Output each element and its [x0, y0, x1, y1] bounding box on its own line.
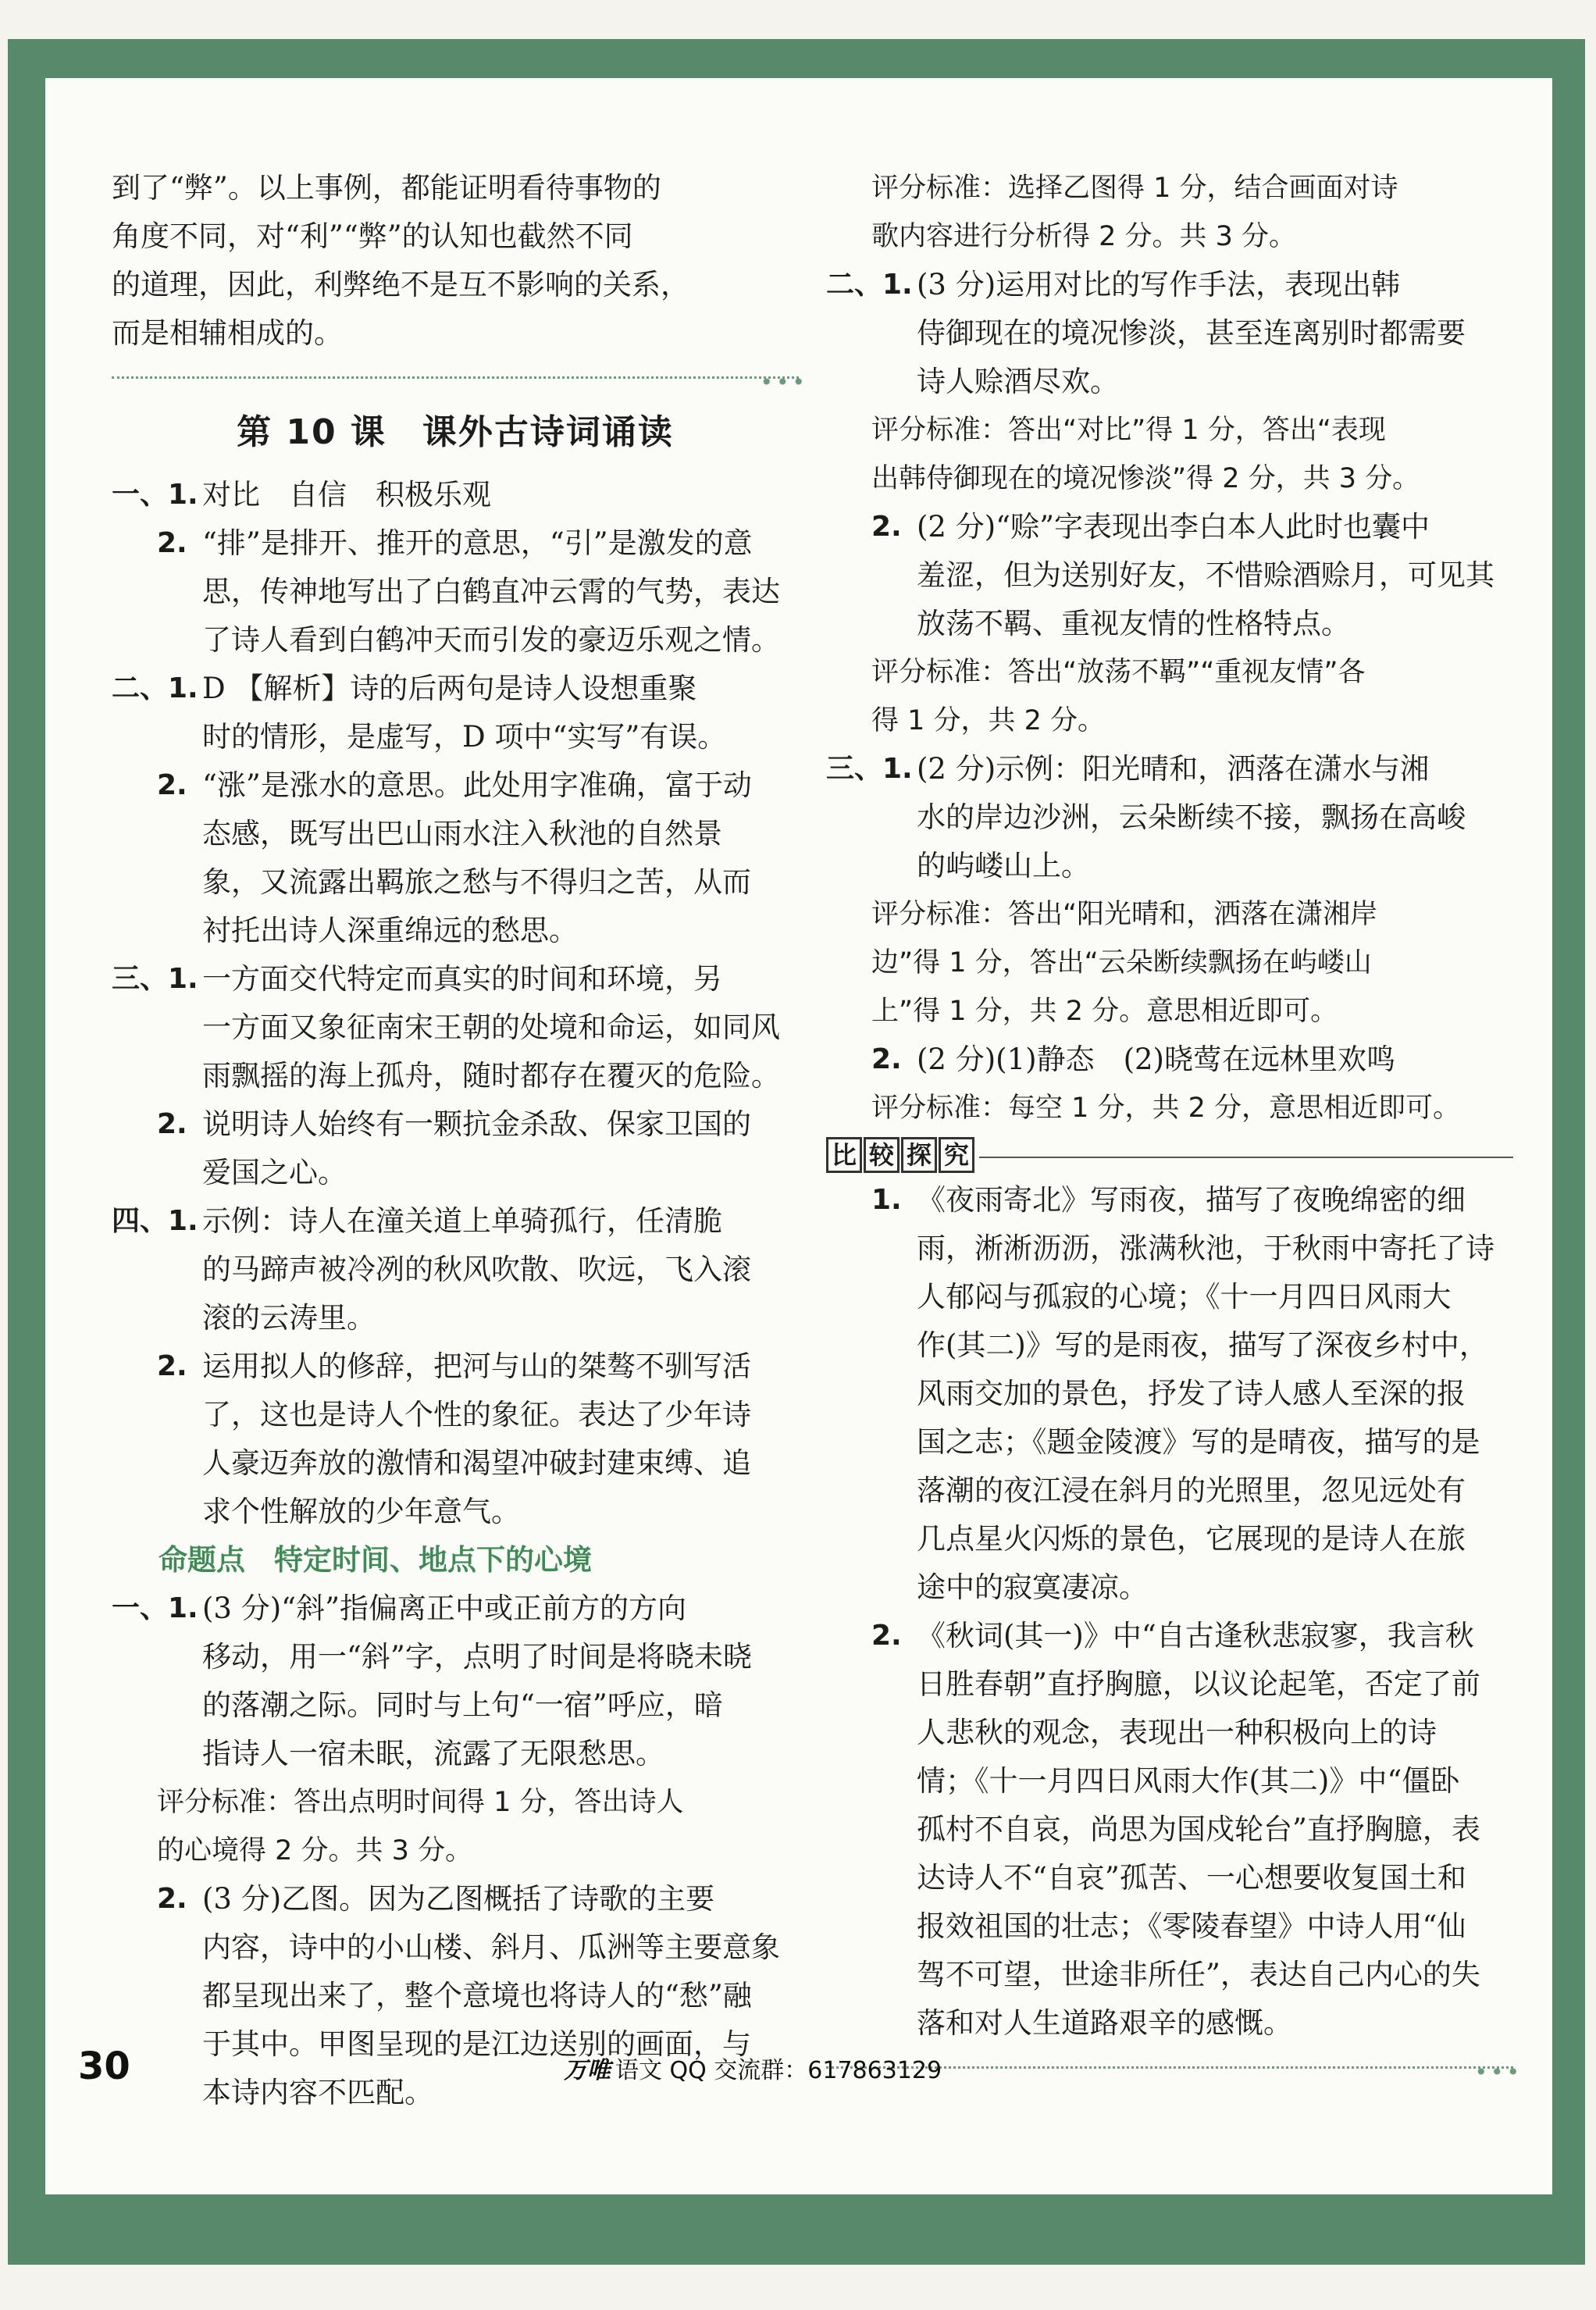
scoring-criteria	[826, 890, 1513, 1036]
page-number: 30	[78, 2044, 130, 2088]
section-divider: •••	[826, 2066, 1513, 2070]
text-line: 衬托出诗人深重绵远的愁思。	[202, 914, 578, 947]
item-body	[202, 665, 799, 761]
item-number: 2.	[157, 1883, 187, 1915]
item-body	[202, 1342, 799, 1536]
text-line: 评分标准：选择乙图得 1 分，结合画面对诗	[871, 173, 1398, 204]
text-line: 人郁闷与孤寂的心境；《十一月四日风雨大	[917, 1280, 1452, 1314]
answer-item	[112, 1197, 799, 1342]
item-body	[917, 1036, 1513, 1084]
text-line: 风雨交加的景色，抒发了诗人感人至深的报	[917, 1377, 1466, 1410]
text-line: 人悲秋的观念，表现出一种积极向上的诗	[917, 1716, 1437, 1749]
text-line: 水的岸边沙洲，云朵断续不接，飘扬在高峻	[917, 800, 1466, 834]
topic-heading: 命题点 特定时间、地点下的心境	[159, 1543, 592, 1577]
text-line: 出韩侍御现在的境况惨淡”得 2 分，共 3 分。	[871, 463, 1420, 494]
item-number: 2.	[871, 511, 902, 543]
text-line: (3 分)乙图。因为乙图概括了诗歌的主要	[202, 1882, 715, 1916]
item-body	[202, 519, 799, 665]
text-line: 日胜春朝”直抒胸臆，以议论起笔，否定了前	[917, 1667, 1480, 1701]
text-line: (2 分)“赊”字表现出李白本人此时也囊中	[917, 510, 1430, 544]
answer-item	[112, 1100, 799, 1197]
text-line: 放荡不羁、重视友情的性格特点。	[917, 607, 1350, 640]
text-line: “排”是排开、推开的意思，“引”是激发的意	[202, 526, 753, 560]
answer-item	[112, 1342, 799, 1536]
answer-item	[826, 1176, 1513, 1612]
text-line: 的心境得 2 分。共 3 分。	[157, 1835, 473, 1866]
answer-list-lesson	[112, 471, 799, 1536]
heading-rule	[979, 1157, 1513, 1158]
answer-item	[826, 261, 1513, 406]
text-line: 评分标准：答出“阳光晴和，洒落在潇湘岸	[871, 899, 1378, 930]
answer-item	[112, 519, 799, 665]
text-line: 落和对人生道路艰辛的感慨。	[917, 2006, 1292, 2040]
scoring-criteria	[826, 1084, 1513, 1132]
text-line: 《夜雨寄北》写雨夜，描写了夜晚绵密的细	[917, 1183, 1466, 1217]
item-number: 2.	[157, 527, 187, 559]
text-line: 国之志；《题金陵渡》写的是晴夜，描写的是	[917, 1425, 1480, 1459]
answer-item	[826, 503, 1513, 648]
text-line: 一方面又象征南宋王朝的处境和命运，如同风	[202, 1011, 780, 1044]
item-number: 1.	[871, 1184, 902, 1216]
item-body	[917, 745, 1513, 890]
text-line: “涨”是涨水的意思。此处用字准确，富于动	[202, 768, 752, 802]
text-line: 本诗内容不匹配。	[202, 2076, 433, 2109]
text-line: 爱国之心。	[202, 1156, 347, 1189]
text-line: 移动，用一“斜”字，点明了时间是将晓未晓	[202, 1640, 752, 1674]
text-line: 的屿嵝山上。	[917, 849, 1090, 882]
text-line: D 【解析】诗的后两句是诗人设想重聚	[202, 672, 697, 705]
text-line: 滚的云涛里。	[202, 1301, 376, 1335]
text-line: (2 分)(1)静态 (2)晓莺在远林里欢鸣	[917, 1043, 1395, 1076]
text-line: (3 分)“斜”指偏离正中或正前方的方向	[202, 1592, 687, 1625]
compare-label-char: 比	[826, 1137, 862, 1173]
item-body	[917, 1176, 1513, 1612]
text-line: 评分标准：答出“对比”得 1 分，答出“表现	[871, 415, 1386, 446]
scoring-criteria	[826, 406, 1513, 503]
answer-list-compare	[826, 1176, 1513, 2048]
item-number: 一、1.	[112, 479, 198, 511]
item-number: 2.	[871, 1620, 902, 1652]
text-line: 说明诗人始终有一颗抗金杀敌、保家卫国的	[202, 1107, 751, 1141]
text-line: 驾不可望，世途非所任”，表达自己内心的失	[917, 1958, 1480, 1991]
item-number: 2.	[157, 1108, 187, 1140]
left-column	[112, 164, 808, 2117]
text-line: 落潮的夜江浸在斜月的光照里，忽见远处有	[917, 1474, 1466, 1507]
scoring-criteria	[112, 1778, 799, 1875]
text-line: 的道理，因此，利弊绝不是互不影响的关系，	[112, 268, 689, 301]
text-line: 《秋词(其一)》中“自古逢秋悲寂寥，我言秋	[917, 1619, 1474, 1652]
item-body	[917, 503, 1513, 648]
text-line: 途中的寂寞凄凉。	[917, 1570, 1148, 1604]
answer-item	[112, 1585, 799, 1778]
text-line: 一方面交代特定而真实的时间和环境，另	[202, 962, 722, 996]
text-line: 边”得 1 分，答出“云朵断续飘扬在屿嵝山	[871, 947, 1372, 979]
text-line: 孤村不自哀，尚思为国戍轮台”直抒胸臆，表	[917, 1813, 1480, 1846]
text-line: 作(其二)》写的是雨夜，描写了深夜乡村中，	[917, 1328, 1488, 1362]
right-column	[826, 164, 1523, 2094]
text-line: 角度不同，对“利”“弊”的认知也截然不同	[112, 219, 633, 253]
text-line: 象，又流露出羁旅之愁与不得归之苦，从而	[202, 865, 751, 899]
intro-paragraph	[112, 164, 799, 358]
text-line: 几点星火闪烁的景色，它展现的是诗人在旅	[917, 1522, 1466, 1556]
text-line: 时的情形，是虚写，D 项中“实写”有误。	[202, 720, 727, 754]
item-number: 三、1.	[112, 963, 198, 995]
text-line: 对比 自信 积极乐观	[202, 478, 491, 512]
compare-label-char: 较	[864, 1137, 900, 1173]
text-line: 人豪迈奔放的激情和渴望冲破封建束缚、追	[202, 1446, 751, 1480]
brand-logo: 万唯	[564, 2057, 611, 2084]
compare-explore-heading	[826, 1137, 1513, 1173]
text-line: 内容，诗中的小山楼、斜月、瓜洲等主要意象	[202, 1930, 780, 1964]
item-number: 二、1.	[826, 269, 913, 301]
text-line: 求个性解放的少年意气。	[202, 1495, 520, 1528]
answer-list-topic	[112, 1585, 799, 2117]
compare-label-char: 探	[901, 1137, 937, 1173]
text-line: 了诗人看到白鹤冲天而引发的豪迈乐观之情。	[202, 623, 780, 657]
scoring-criteria	[826, 648, 1513, 745]
text-line: 歌内容进行分析得 2 分。共 3 分。	[871, 221, 1297, 252]
item-number: 2.	[157, 1350, 187, 1382]
text-line: (3 分)运用对比的写作手法，表现出韩	[917, 268, 1401, 301]
answer-item	[112, 665, 799, 761]
item-body	[202, 1197, 799, 1342]
item-number: 四、1.	[112, 1205, 198, 1237]
lesson-title: 第 10 课 课外古诗词诵读	[237, 412, 674, 452]
scoring-criteria	[826, 164, 1513, 261]
text-line: 指诗人一宿未眠，流露了无限愁思。	[202, 1737, 664, 1770]
item-number: 2.	[157, 769, 187, 801]
text-line: 了，这也是诗人个性的象征。表达了少年诗	[202, 1398, 751, 1431]
text-line: 雨，淅淅沥沥，涨满秋池，于秋雨中寄托了诗	[917, 1232, 1494, 1265]
text-line: (2 分)示例：阳光晴和，洒落在潇水与湘	[917, 752, 1430, 786]
text-line: 情；《十一月四日风雨大作(其二)》中“僵卧	[917, 1764, 1460, 1798]
text-line: 评分标准：答出点明时间得 1 分，答出诗人	[157, 1787, 684, 1818]
text-line: 得 1 分，共 2 分。	[871, 705, 1106, 736]
text-line: 于其中。甲图呈现的是江边送别的画面，与	[202, 2027, 751, 2061]
item-body	[202, 761, 799, 955]
text-line: 运用拟人的修辞，把河与山的桀骜不驯写活	[202, 1349, 751, 1383]
text-line: 思，传神地写出了白鹤直冲云霄的气势，表达	[202, 575, 780, 608]
text-line: 羞涩，但为送别好友，不惜赊酒赊月，可见其	[917, 558, 1494, 592]
answer-item	[826, 1612, 1513, 2048]
text-line: 的落潮之际。同时与上句“一宿”呼应，暗	[202, 1688, 723, 1722]
footer-text: 语文 QQ 交流群：617863129	[615, 2057, 942, 2084]
item-body	[202, 955, 799, 1100]
text-line: 而是相辅相成的。	[112, 316, 343, 350]
compare-label-char: 究	[939, 1137, 974, 1173]
answer-item	[826, 745, 1513, 890]
text-line: 达诗人不“自哀”孤苦、一心想要收复国土和	[917, 1861, 1466, 1895]
item-number: 一、1.	[112, 1592, 198, 1624]
answer-item	[826, 1036, 1513, 1084]
text-line: 到了“弊”。以上事例，都能证明看待事物的	[112, 171, 661, 205]
paper-sheet	[45, 78, 1552, 2194]
text-line: 诗人赊酒尽欢。	[917, 365, 1119, 398]
footer-qq-group	[564, 2051, 942, 2085]
text-line: 侍御现在的境况惨淡，甚至连离别时都需要	[917, 316, 1466, 350]
item-body	[202, 1585, 799, 1778]
item-body	[202, 1100, 799, 1197]
answer-item	[112, 955, 799, 1100]
text-line: 示例：诗人在潼关道上单骑孤行，任清脆	[202, 1204, 722, 1238]
text-line: 雨飘摇的海上孤舟，随时都存在覆灭的危险。	[202, 1059, 780, 1093]
item-body	[917, 1612, 1513, 2048]
item-number: 2.	[871, 1043, 902, 1075]
text-line: 评分标准：每空 1 分，共 2 分，意思相近即可。	[871, 1093, 1461, 1124]
answer-list-continued	[826, 261, 1513, 1132]
item-body	[202, 471, 799, 519]
text-line: 评分标准：答出“放荡不羁”“重视友情”各	[871, 657, 1366, 688]
text-line: 都呈现出来了，整个意境也将诗人的“愁”融	[202, 1979, 752, 2012]
item-body	[917, 261, 1513, 406]
text-line: 态感，既写出巴山雨水注入秋池的自然景	[202, 817, 722, 850]
text-line: 上”得 1 分，共 2 分。意思相近即可。	[871, 996, 1338, 1027]
section-divider: •••	[112, 376, 799, 380]
item-number: 三、1.	[826, 753, 913, 785]
item-number: 二、1.	[112, 672, 198, 704]
answer-item	[112, 761, 799, 955]
text-line: 的马蹄声被冷冽的秋风吹散、吹远，飞入滚	[202, 1253, 751, 1286]
text-line: 报效祖国的壮志；《零陵春望》中诗人用“仙	[917, 1909, 1466, 1943]
answer-item	[112, 471, 799, 519]
